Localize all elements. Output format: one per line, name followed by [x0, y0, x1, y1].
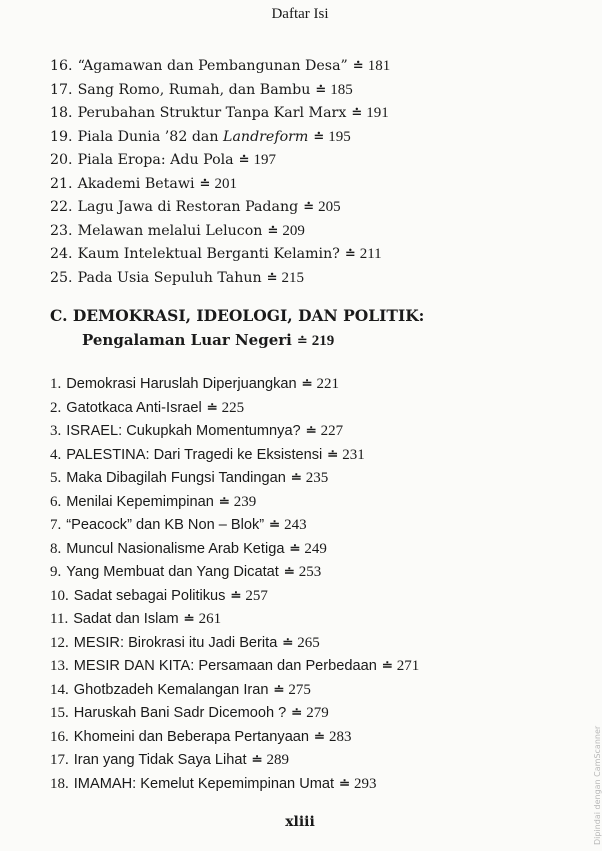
- entry-number: 1.: [50, 376, 62, 392]
- entry-title-text: Haruskah Bani Sadr Dicemooh ?: [73, 705, 287, 721]
- entry-number: 16.: [50, 58, 73, 74]
- toc-entry: [50, 55, 390, 79]
- page-arrow-icon: ≐: [206, 399, 218, 415]
- page-arrow-icon: ≐: [266, 270, 278, 286]
- entry-number: 14.: [50, 681, 69, 698]
- entry-number: 13.: [50, 658, 69, 674]
- entry-page-number: 283: [328, 728, 352, 745]
- entry-title-text: MESIR: Birokrasi itu Jadi Berita: [73, 634, 278, 651]
- entry-title-text: Melawan melalui Lelucon: [77, 222, 263, 239]
- section-heading-c: [50, 304, 424, 354]
- entry-title-text: Perubahan Struktur Tanpa Karl Marx: [77, 105, 347, 121]
- entry-title: [78, 176, 195, 192]
- entry-number: 12.: [50, 634, 69, 651]
- entry-title-text: MESIR DAN KITA: Persamaan dan Perbedaan: [73, 658, 377, 674]
- page-arrow-icon: ≐: [381, 658, 393, 673]
- toc-entry: [50, 419, 419, 443]
- page-arrow-icon: ≐: [327, 446, 339, 462]
- entry-number: 17.: [50, 81, 73, 98]
- page-arrow-icon: ≐: [291, 705, 303, 720]
- entry-title: [74, 752, 247, 768]
- entry-title-text: Gatotkaca Anti-Israel: [66, 399, 202, 416]
- entry-page-number: 235: [305, 470, 329, 486]
- entry-title: [66, 423, 300, 439]
- page-arrow-icon: ≐: [305, 423, 317, 438]
- entry-page-number: 257: [245, 587, 268, 604]
- entry-title: [78, 152, 234, 168]
- page-arrow-icon: ≐: [230, 587, 242, 603]
- entry-number: 7.: [50, 517, 62, 533]
- entry-number: 3.: [50, 423, 62, 439]
- entry-number: 25.: [50, 269, 73, 286]
- entry-page-number: 261: [198, 611, 222, 627]
- entry-number: 18.: [50, 775, 69, 792]
- entry-number: 23.: [50, 222, 73, 239]
- page-number: xliii: [285, 814, 315, 830]
- entry-title: [78, 199, 299, 215]
- entry-number: 11.: [50, 611, 69, 627]
- entry-title: [66, 376, 296, 392]
- page-arrow-icon: ≐: [339, 775, 350, 791]
- page-arrow-icon: ≐: [282, 634, 294, 650]
- entry-title: [66, 541, 284, 557]
- entry-page-number: 209: [282, 222, 305, 239]
- entry-page-number: 191: [366, 105, 389, 121]
- entry-title: [78, 82, 311, 98]
- watermark-text: Dipindai dengan CamScanner: [593, 725, 602, 845]
- page-arrow-icon: ≐: [267, 223, 279, 239]
- toc-entry: [50, 396, 419, 420]
- section-subtitle-text: Pengalaman Luar Negeri: [82, 331, 292, 349]
- entry-page-number: 243: [284, 517, 307, 533]
- page-arrow-icon: ≐: [283, 564, 295, 579]
- toc-entry: [50, 607, 419, 631]
- entry-title: [78, 58, 348, 74]
- toc-entry: [50, 126, 390, 150]
- toc-entry: [50, 631, 419, 655]
- entry-number: 17.: [50, 752, 69, 768]
- page-arrow-icon: ≐: [296, 334, 308, 349]
- entry-title: [73, 611, 178, 627]
- entry-number: 19.: [50, 128, 73, 145]
- entry-title-text: Iran yang Tidak Saya Lihat: [73, 752, 247, 768]
- entry-title-text: IMAMAH: Kemelut Kepemimpinan Umat: [73, 775, 335, 792]
- entry-title-text: Kaum Intelektual Berganti Kelamin?: [77, 246, 340, 262]
- entry-title-text: Menilai Kepemimpinan: [66, 493, 214, 510]
- toc-entry: [50, 678, 419, 702]
- page-arrow-icon: ≐: [314, 728, 325, 744]
- entry-title-text: PALESTINA: Dari Tragedi ke Eksistensi: [66, 446, 323, 463]
- entry-page-number: 225: [221, 399, 245, 416]
- toc-entry: [50, 243, 390, 267]
- entry-title: [66, 470, 286, 486]
- entry-title-text: Pada Usia Sepuluh Tahun: [77, 269, 262, 286]
- page-arrow-icon: ≐: [199, 176, 211, 192]
- page-arrow-icon: ≐: [315, 82, 327, 98]
- page-arrow-icon: ≐: [344, 247, 356, 262]
- page-arrow-icon: ≐: [238, 153, 250, 168]
- entry-title-text: Sadat sebagai Politikus: [73, 587, 226, 604]
- entry-number: 10.: [50, 587, 69, 604]
- entry-title-text: Maka Dibagilah Fungsi Tandingan: [66, 470, 286, 486]
- entry-title: [74, 658, 377, 674]
- entry-title-text: Lagu Jawa di Restoran Padang: [77, 199, 299, 215]
- entry-page-number: 231: [342, 446, 365, 463]
- toc-entry: [50, 102, 390, 126]
- toc-entry: [50, 725, 419, 749]
- entry-number: 22.: [50, 199, 73, 215]
- page-arrow-icon: ≐: [273, 681, 285, 697]
- toc-entry: [50, 443, 419, 467]
- toc-entry: [50, 490, 419, 514]
- entry-number: 6.: [50, 493, 62, 510]
- entry-page-number: 279: [306, 705, 329, 721]
- entry-title-text: “Agamawan dan Pembangunan Desa”: [77, 58, 348, 74]
- page-arrow-icon: ≐: [218, 493, 230, 509]
- entry-page-number: 215: [281, 269, 305, 286]
- toc-entry: [50, 173, 390, 197]
- entry-number: 18.: [50, 105, 73, 121]
- toc-entry: [50, 196, 390, 220]
- page-arrow-icon: ≐: [351, 106, 363, 121]
- entry-title-text: ISRAEL: Cukupkah Momentumnya?: [66, 423, 301, 439]
- entry-title-text: Ghotbzadeh Kemalangan Iran: [73, 681, 269, 698]
- entry-number: 16.: [50, 728, 69, 745]
- entry-number: 5.: [50, 470, 62, 486]
- toc-entry: [50, 267, 390, 291]
- toc-entry: [50, 701, 419, 725]
- entry-title: [74, 635, 278, 651]
- page-arrow-icon: ≐: [303, 200, 315, 215]
- entry-page-number: 253: [298, 564, 322, 580]
- contents-list-section-c: [50, 372, 419, 795]
- entry-title: [66, 564, 279, 580]
- entry-title-text: Yang Membuat dan Yang Dicatat: [66, 564, 279, 580]
- entry-page-number: 289: [266, 752, 289, 768]
- entry-page-number: 197: [253, 152, 277, 168]
- entry-page-number: 293: [354, 775, 377, 792]
- toc-entry: [50, 748, 419, 772]
- entry-title: [66, 447, 322, 463]
- entry-page-number: 221: [316, 376, 340, 392]
- entry-title: [66, 400, 201, 416]
- page-arrow-icon: ≐: [289, 540, 301, 556]
- entry-title: [78, 129, 309, 145]
- entry-title-text: Demokrasi Haruslah Diperjuangkan: [66, 376, 297, 392]
- entry-title: [66, 517, 264, 533]
- entry-page-number: 275: [288, 681, 311, 698]
- entry-page-number: 271: [396, 658, 420, 674]
- running-header: Daftar Isi: [271, 6, 329, 22]
- page-arrow-icon: ≐: [251, 752, 263, 767]
- entry-page-number: 249: [304, 540, 327, 557]
- entry-page-number: 265: [297, 634, 320, 651]
- toc-entry: [50, 149, 390, 173]
- page-arrow-icon: ≐: [301, 376, 313, 391]
- entry-title-italic: Landreform: [223, 128, 309, 145]
- toc-entry: [50, 466, 419, 490]
- entry-page-number: 205: [318, 199, 341, 215]
- toc-entry: [50, 513, 419, 537]
- entry-page-number: 185: [330, 81, 353, 98]
- entry-title: [78, 105, 347, 121]
- entry-title: [74, 588, 226, 604]
- entry-number: 21.: [50, 175, 73, 192]
- entry-number: 4.: [50, 446, 62, 463]
- toc-entry: [50, 79, 390, 103]
- toc-entry: [50, 220, 390, 244]
- toc-entry: [50, 560, 419, 584]
- entry-page-number: 211: [359, 246, 382, 262]
- entry-page-number: 239: [233, 493, 257, 510]
- entry-number: 9.: [50, 564, 62, 580]
- toc-entry: [50, 372, 419, 396]
- page-arrow-icon: ≐: [290, 470, 302, 485]
- entry-number: 8.: [50, 540, 62, 557]
- toc-entry: [50, 654, 419, 678]
- entry-page-number: 201: [214, 175, 237, 192]
- section-title: C. DEMOKRASI, IDEOLOGI, DAN POLITIK:: [50, 306, 425, 325]
- entry-title-text: Piala Dunia ’82 dan: [77, 128, 224, 145]
- entry-title: [78, 270, 262, 286]
- entry-title-text: Akademi Betawi: [77, 175, 195, 192]
- entry-title-text: Sadat dan Islam: [73, 611, 179, 627]
- toc-entry: [50, 772, 419, 796]
- entry-page-number: 181: [367, 58, 391, 74]
- page-arrow-icon: ≐: [269, 517, 281, 532]
- entry-title: [78, 223, 263, 239]
- page-arrow-icon: ≐: [313, 129, 325, 145]
- toc-entry: [50, 537, 419, 561]
- section-page-number: 219: [311, 333, 335, 349]
- entry-title: [74, 776, 334, 792]
- toc-entry: [50, 584, 419, 608]
- entry-title-text: “Peacock” dan KB Non – Blok”: [66, 517, 265, 533]
- entry-page-number: 227: [320, 423, 344, 439]
- entry-title: [66, 494, 214, 510]
- section-subtitle: [50, 328, 424, 354]
- entry-title-text: Muncul Nasionalisme Arab Ketiga: [66, 540, 285, 557]
- entry-title: [74, 705, 287, 721]
- entry-page-number: 195: [328, 128, 351, 145]
- entry-number: 24.: [50, 246, 73, 262]
- entry-number: 2.: [50, 399, 62, 416]
- entry-title-text: Khomeini dan Beberapa Pertanyaan: [73, 728, 310, 745]
- entry-number: 15.: [50, 705, 69, 721]
- contents-list-continued: [50, 55, 390, 290]
- entry-title: [74, 729, 309, 745]
- page-arrow-icon: ≐: [352, 59, 364, 74]
- entry-title: [78, 246, 340, 262]
- page-arrow-icon: ≐: [183, 611, 195, 626]
- entry-title: [74, 682, 269, 698]
- entry-number: 20.: [50, 152, 73, 168]
- entry-title-text: Piala Eropa: Adu Pola: [77, 152, 234, 168]
- entry-title-text: Sang Romo, Rumah, dan Bambu: [77, 81, 311, 98]
- scanner-watermark: [582, 705, 602, 845]
